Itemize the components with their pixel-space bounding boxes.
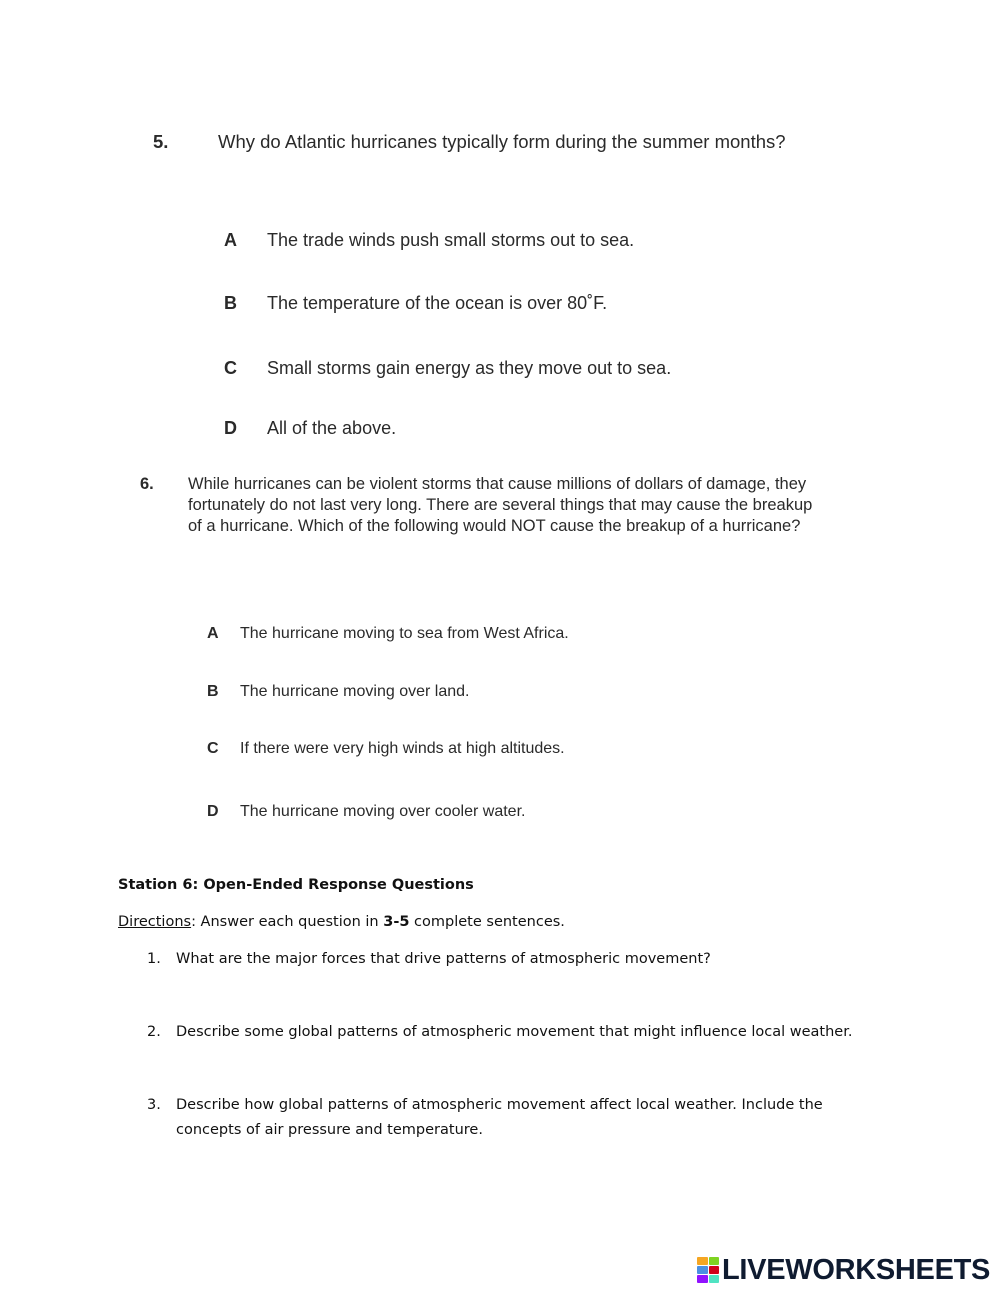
open-question-3-line-1: Describe how global patterns of atmospheric movement affect local weather. Include the bbox=[176, 1097, 823, 1113]
q5-option-b-letter: B bbox=[224, 293, 237, 313]
q6-option-c-text: If there were very high winds at high altitudes. bbox=[240, 740, 565, 757]
directions-label: Directions bbox=[118, 914, 192, 930]
directions bbox=[118, 914, 565, 930]
question-5-number: 5. bbox=[153, 131, 169, 152]
q6-option-a-letter: A bbox=[207, 625, 219, 642]
open-question-1-text: What are the major forces that drive patterns of atmospheric movement? bbox=[176, 951, 711, 967]
question-6-line-3: of a hurricane. Which of the following would NOT cause the breakup of a hurricane? bbox=[188, 517, 801, 535]
q6-option-c-letter: C bbox=[207, 740, 219, 757]
q5-option-d-text: All of the above. bbox=[267, 418, 397, 438]
directions-text-pre: : Answer each question in bbox=[191, 914, 384, 930]
q5-option-c-text: Small storms gain energy as they move out to sea. bbox=[267, 358, 672, 378]
station-title: Station 6: Open-Ended Response Questions bbox=[118, 877, 474, 893]
directions-sentence-count: 3-5 bbox=[383, 914, 410, 930]
q6-option-b-letter: B bbox=[207, 683, 219, 700]
question-6-line-2: fortunately do not last very long. There are several things that may cause the breakup bbox=[188, 496, 813, 514]
q5-option-a-letter: A bbox=[224, 230, 237, 250]
q6-option-d-letter: D bbox=[207, 803, 219, 820]
q6-option-d-text: The hurricane moving over cooler water. bbox=[240, 803, 526, 820]
open-question-3-number: 3. bbox=[147, 1097, 161, 1113]
question-6-line-1: While hurricanes can be violent storms that cause millions of dollars of damage, they bbox=[188, 475, 807, 493]
q5-option-a-text: The trade winds push small storms out to sea. bbox=[267, 230, 635, 250]
question-6-number: 6. bbox=[140, 475, 154, 493]
q5-option-b-text: The temperature of the ocean is over 80˚F. bbox=[267, 293, 608, 313]
open-question-2-number: 2. bbox=[147, 1024, 161, 1040]
directions-text-post: complete sentences. bbox=[409, 914, 565, 930]
q6-option-a-text: The hurricane moving to sea from West Africa. bbox=[240, 625, 569, 642]
q6-option-b-text: The hurricane moving over land. bbox=[240, 683, 470, 700]
q5-option-c-letter: C bbox=[224, 358, 237, 378]
question-5-text: Why do Atlantic hurricanes typically form during the summer months? bbox=[218, 131, 786, 152]
open-question-3-line-2: concepts of air pressure and temperature. bbox=[176, 1122, 483, 1138]
logo-text: LIVEWORKSHEETS bbox=[722, 1253, 991, 1286]
open-question-1-number: 1. bbox=[147, 951, 161, 967]
logo-blocks-icon bbox=[697, 1257, 719, 1283]
open-question-2-text: Describe some global patterns of atmospheric movement that might influence local weather. bbox=[176, 1024, 853, 1040]
liveworksheets-logo bbox=[697, 1252, 990, 1288]
q5-option-d-letter: D bbox=[224, 418, 237, 438]
